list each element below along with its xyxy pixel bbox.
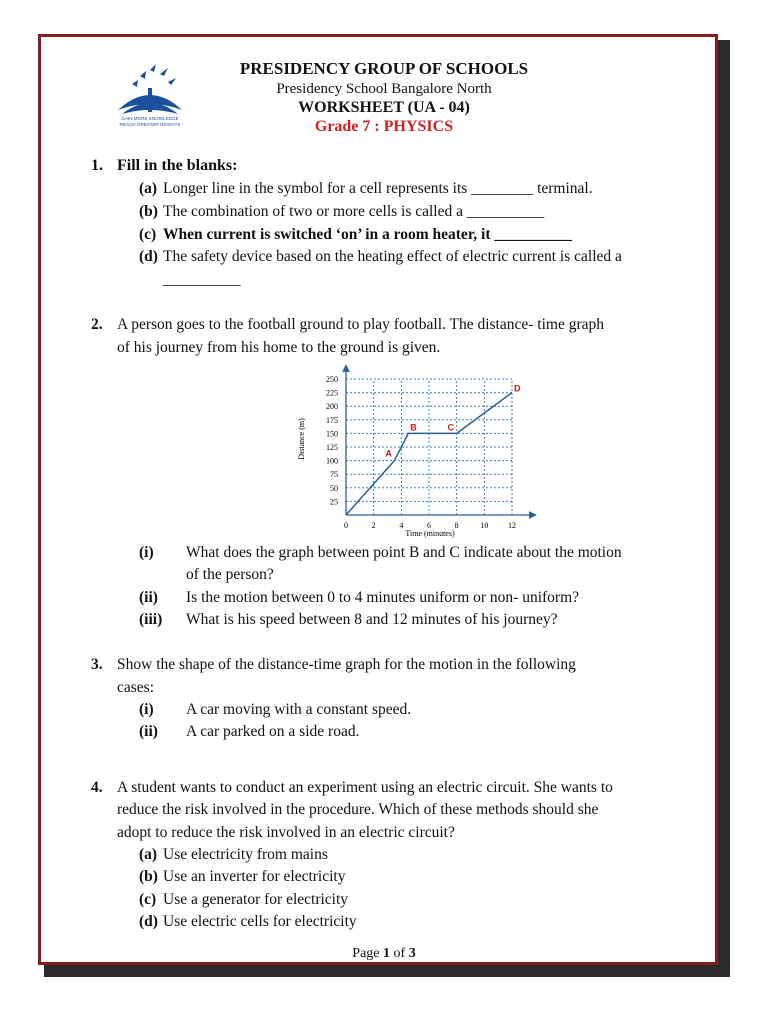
worksheet-title: WORKSHEET (UA - 04)	[298, 99, 470, 116]
q3-number: 3.	[91, 656, 103, 673]
page-word: Page	[352, 946, 380, 961]
grade-subject: Grade 7 : PHYSICS	[314, 118, 454, 135]
q1b-text: The combination of two or more cells is called a __________	[163, 203, 545, 220]
q4c-label: (c)	[139, 891, 157, 908]
point-label-d: D	[514, 383, 521, 394]
x-tick-label: 6	[427, 521, 431, 530]
y-tick-label: 175	[326, 415, 338, 425]
q2iii-text: What is his speed between 8 and 12 minutes of his journey?	[186, 611, 558, 628]
q3-line2: cases:	[117, 679, 155, 696]
q1d-text: The safety device based on the heating effect of electric current is called a	[163, 248, 622, 265]
q4a-label: (a)	[139, 846, 158, 863]
q4b-text: Use an inverter for electricity	[163, 868, 346, 885]
q3i-text: A car moving with a constant speed.	[186, 701, 412, 718]
x-tick-label: 4	[399, 521, 404, 530]
point-label-a: A	[385, 448, 392, 459]
q3ii-text: A car parked on a side road.	[186, 723, 360, 740]
q1a-label: (a)	[139, 180, 158, 197]
q2i-line2: of the person?	[186, 566, 274, 583]
x-tick-label: 12	[508, 521, 516, 530]
q4-number: 4.	[91, 779, 103, 796]
x-tick-label: 2	[371, 521, 376, 530]
page-of: of	[393, 946, 406, 961]
logo-tagline-2: REACH GREATER HEIGHTS	[119, 122, 181, 127]
q1d-blank: __________	[163, 271, 241, 288]
q1d-label: (d)	[139, 248, 158, 265]
page-number	[0, 946, 768, 962]
point-label-b: B	[410, 422, 417, 433]
q4-line1: A student wants to conduct an experiment using an electric circuit. She wants to	[117, 779, 613, 796]
q4-line3: adopt to reduce the risk involved in an electric circuit?	[117, 824, 455, 841]
q2iii-label: (iii)	[139, 611, 163, 628]
q1b-label: (b)	[139, 203, 158, 220]
school-name: Presidency School Bangalore North	[276, 81, 492, 97]
x-axis-label: Time (minutes)	[405, 529, 455, 538]
q4d-label: (d)	[139, 913, 158, 930]
q1c-label: (c)	[139, 226, 157, 243]
x-tick-label: 8	[454, 521, 459, 530]
y-axis-label: Distance (m)	[297, 418, 306, 460]
q3i-label: (i)	[139, 701, 154, 718]
q2-number: 2.	[91, 316, 103, 333]
y-tick-label: 200	[326, 402, 338, 412]
q1c-text: When current is switched ‘on’ in a room heater, it __________	[163, 226, 572, 243]
q2i-line1: What does the graph between point B and C indicate about the motion	[186, 544, 622, 561]
y-tick-label: 225	[326, 388, 338, 398]
y-tick-label: 150	[326, 429, 338, 439]
q4a-text: Use electricity from mains	[163, 846, 328, 863]
distance-time-chart	[290, 364, 540, 544]
y-tick-label: 125	[326, 443, 338, 452]
q4b-label: (b)	[139, 868, 158, 885]
y-tick-label: 50	[330, 483, 338, 493]
q2-line2: of his journey from his home to the ground is given.	[117, 339, 441, 356]
y-tick-label: 25	[330, 497, 338, 507]
y-tick-label: 100	[326, 456, 338, 466]
q4c-text: Use a generator for electricity	[163, 891, 349, 908]
x-tick-label: 0	[344, 521, 348, 530]
q4-line2: reduce the risk involved in the procedure. Which of these methods should she	[117, 801, 599, 818]
q2ii-label: (ii)	[139, 589, 158, 606]
y-tick-label: 75	[330, 470, 338, 480]
q2ii-text: Is the motion between 0 to 4 minutes uniform or non- uniform?	[186, 589, 580, 606]
q1-number: 1.	[91, 157, 103, 174]
point-label-c: C	[447, 422, 455, 433]
school-logo	[110, 62, 190, 134]
x-tick-label: 10	[480, 521, 489, 530]
q4d-text: Use electric cells for electricity	[163, 913, 357, 930]
y-tick-label: 250	[326, 375, 338, 384]
logo-tagline-1: GAIN MORE KNOWLEDGE	[121, 116, 179, 121]
q1-title: Fill in the blanks:	[117, 157, 238, 174]
q2-line1: A person goes to the football ground to play football. The distance- time graph	[117, 316, 604, 333]
q3ii-label: (ii)	[139, 723, 158, 740]
q1a-text: Longer line in the symbol for a cell represents its ________ terminal.	[163, 180, 593, 197]
q3-line1: Show the shape of the distance-time graph for the motion in the following	[117, 656, 576, 673]
q2i-label: (i)	[139, 544, 154, 561]
page-total: 3	[408, 946, 416, 961]
org-title: PRESIDENCY GROUP OF SCHOOLS	[239, 59, 529, 78]
page-current: 1	[383, 946, 391, 961]
